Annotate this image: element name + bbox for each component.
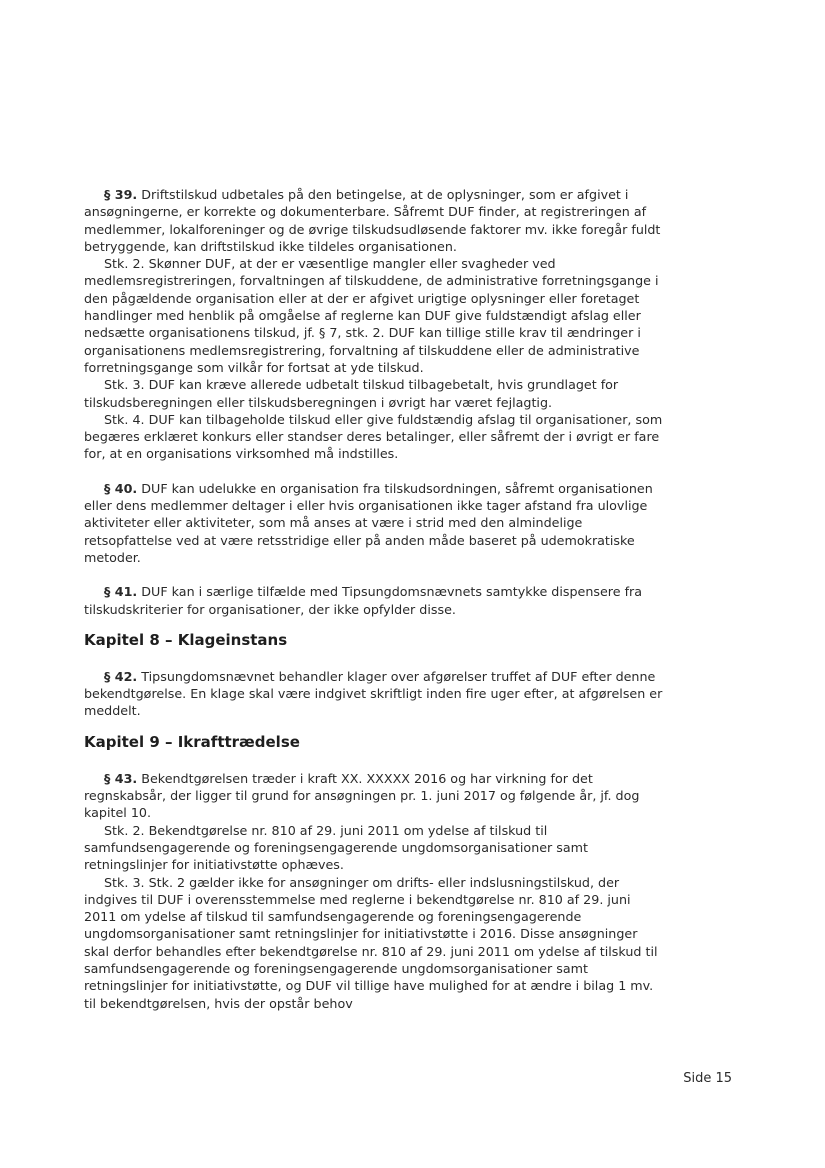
section-40-paragraph <box>84 480 666 566</box>
section-43-paragraph <box>84 770 666 822</box>
section-39-number: § 39. <box>104 187 138 202</box>
section-39-stk-4: Stk. 4. DUF kan tilbageholde tilskud eller give fuldstændig afslag til organisationer, som begæres erklæret konkurs eller standser deres betalinger, eller såfremt der i øvrigt er fare for, at en organisations virksomhed må indstilles. <box>84 411 663 462</box>
section-41-paragraph <box>84 583 666 618</box>
section-39-stk-3: Stk. 3. DUF kan kræve allerede udbetalt tilskud tilbagebetalt, hvis grundlaget for tilskudsberegningen eller tilskudsberegningen i øvrigt har været fejlagtig. <box>84 377 619 410</box>
section-39-stk-2: Stk. 2. Skønner DUF, at der er væsentlige mangler eller svagheder ved medlemsregistreringen, forvaltningen af tilskuddene, de administrative forretningsgange i den pågældende organisation eller at der er afgivet urigtige oplysninger eller foretaget handlinger med henblik på omgåelse af reglerne kan DUF give fuldstændigt afslag eller nedsætte organisationens tilskud, jf. § 7, stk. 2. DUF kan tillige stille krav til ændringer i organisationens medlemsregistrering, forvaltning af tilskuddene eller de administrative forretningsgange som vilkår for fortsat at yde tilskud. <box>84 256 659 375</box>
section-43-text: Bekendtgørelsen træder i kraft XX. XXXXX 2016 og har virkning for det regnskabsår, der ligger til grund for ansøgningen pr. 1. juni 2017 og følgende år, jf. dog kapitel 10. <box>84 770 640 821</box>
document-body <box>84 186 666 1012</box>
chapter-9-heading: Kapitel 9 – Ikrafttrædelse <box>84 732 300 751</box>
section-43-stk-2: Stk. 2. Bekendtgørelse nr. 810 af 29. juni 2011 om ydelse af tilskud til samfundsengagerende og foreningsengagerende ungdomsorganisationer samt retningslinjer for initiativstøtte ophæves. <box>84 822 589 873</box>
section-39-text: Driftstilskud udbetales på den betingelse, at de oplysninger, som er afgivet i ansøgningerne, er korrekte og dokumenterbare. Såfremt DUF finder, at registreringen af medlemmer, lokalforeninger og de øvrige tilskudsudløsende faktorer mv. ikke foregår fuldt betryggende, kan driftstilskud ikke tildeles organisationen. <box>84 187 661 254</box>
section-39-paragraph <box>84 186 666 255</box>
section-41-text: DUF kan i særlige tilfælde med Tipsungdomsnævnets samtykke dispensere fra tilskudskriterier for organisationer, der ikke opfylder disse. <box>84 584 643 617</box>
chapter-8-heading: Kapitel 8 – Klageinstans <box>84 630 288 649</box>
section-43-stk-3: Stk. 3. Stk. 2 gælder ikke for ansøgninger om drifts- eller indslusningstilskud, der indgives til DUF i overensstemmelse med reglerne i bekendtgørelse nr. 810 af 29. juni 2011 om ydelse af tilskud til samfundsengagerende og foreningsengagerende ungdomsorganisationer samt retningslinjer for initiativstøtte i 2016. Disse ansøgninger skal derfor behandles efter bekendtgørelse nr. 810 af 29. juni 2011 om ydelse af tilskud til samfundsengagerende og foreningsengagerende ungdomsorganisationer samt retningslinjer for initiativstøtte, og DUF vil tillige have mulighed for at ændre i bilag 1 mv. til bekendtgørelsen, hvis der opstår behov <box>84 874 658 1011</box>
section-41-number: § 41. <box>104 584 138 600</box>
section-43-number: § 43. <box>104 770 138 786</box>
section-42-paragraph <box>84 668 666 720</box>
page-number: Side 15 <box>683 1071 732 1086</box>
section-40-number: § 40. <box>104 480 138 496</box>
section-42-text: Tipsungdomsnævnet behandler klager over afgørelser truffet af DUF efter denne bekendtgørelse. En klage skal være indgivet skriftligt inden fire uger efter, at afgørelsen er meddelt. <box>84 668 663 719</box>
section-40-text: DUF kan udelukke en organisation fra tilskudsordningen, såfremt organisationen eller dens medlemmer deltager i eller hvis organisationen ikke tager afstand fra ulovlige aktiviteter eller aktiviteter, som må anses at være i strid med den almindelige retsopfattelse ved at være retsstridige eller på anden måde baseret på udemokratiske metoder. <box>84 480 653 565</box>
section-42-number: § 42. <box>104 668 138 684</box>
